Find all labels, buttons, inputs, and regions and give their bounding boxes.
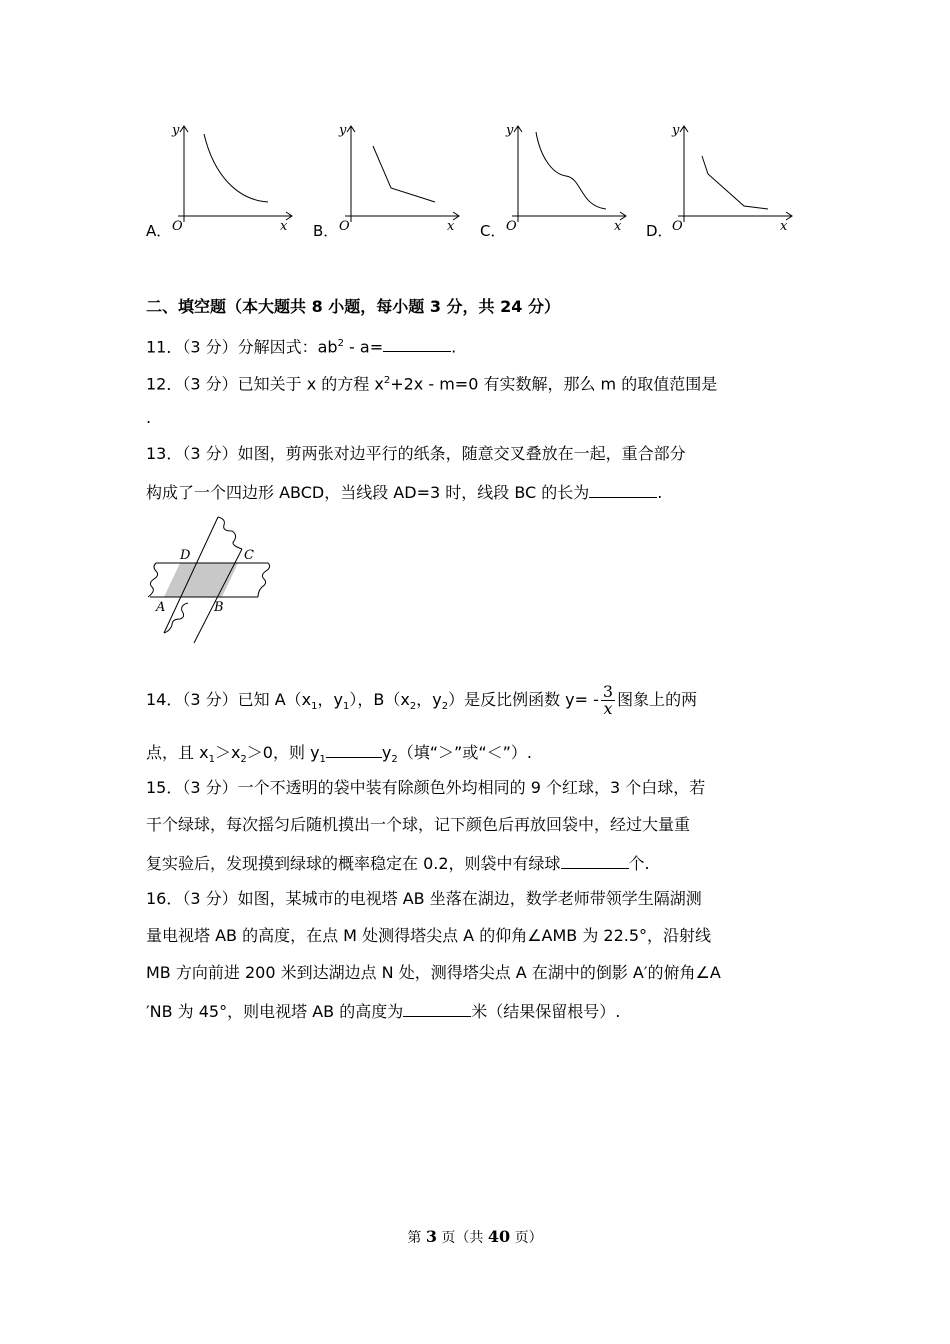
answer-blank-14[interactable] — [326, 741, 382, 758]
section-title: 二、填空题（本大题共 8 小题，每小题 3 分，共 24 分） — [146, 297, 560, 316]
question-13-line2: 构成了一个四边形 ABCD，当线段 AD=3 时，线段 BC 的长为 . — [146, 483, 663, 502]
page-number: 3 — [425, 1227, 437, 1246]
option-b-o: O — [339, 219, 350, 234]
question-11: 11．（3 分）分解因式：$ab^2 - a=$ . — [146, 337, 457, 357]
option-b-y: y — [339, 123, 347, 138]
option-c-y: y — [506, 123, 514, 138]
option-c-o: O — [506, 219, 517, 234]
option-d-y: y — [672, 123, 680, 138]
question-16-line4: ′NB 为 45°，则电视塔 AB 的高度为 米（结果保留根号）. — [146, 1002, 621, 1021]
option-a-x: x — [280, 219, 288, 234]
fig-label-c: C — [244, 548, 254, 563]
option-d-o: O — [672, 219, 683, 234]
option-b-graph — [335, 116, 465, 236]
total-pages: 40 — [487, 1227, 511, 1246]
question-13-line1: 13．（3 分）如图，剪两张对边平行的纸条，随意交叉叠放在一起，重合部分 — [146, 444, 686, 463]
answer-blank-11[interactable] — [383, 335, 451, 352]
question-12: 12．（3 分）已知关于 x 的方程 $x^2+2x - m=0$ 有实数解，那么 m 的取值范围是 — [146, 374, 718, 394]
question-15-line2: 干个绿球，每次摇匀后随机摸出一个球，记下颜色后再放回袋中，经过大量重 — [146, 815, 691, 834]
option-a-graph — [168, 116, 298, 236]
option-a-label: A． — [146, 222, 172, 240]
question-16-line2: 量电视塔 AB 的高度，在点 M 处测得塔尖点 A 的仰角∠AMB 为 22.5°，沿射线 — [146, 926, 712, 945]
page-footer: 第 3 页（共 40 页） — [407, 1227, 543, 1246]
question-14-line2: 点，且 $x_1>x_2>0$，则 $y_1$ $y_2$（填“＞”或“＜”）. — [146, 743, 533, 766]
question-15-line3: 复实验后，发现摸到绿球的概率稳定在 0.2，则袋中有绿球 个. — [146, 854, 650, 873]
fig-label-b: B — [214, 600, 224, 615]
option-a-y: y — [172, 123, 180, 138]
fig-label-d: D — [180, 548, 191, 563]
fig-label-a: A — [156, 600, 166, 615]
option-d — [646, 116, 806, 240]
question-16-line1: 16．（3 分）如图，某城市的电视塔 AB 坐落在湖边，数学老师带领学生隔湖测 — [146, 889, 702, 908]
option-d-label: D． — [646, 222, 673, 240]
answer-blank-15[interactable] — [561, 852, 629, 869]
option-b-label: B． — [313, 222, 339, 240]
question-12-end: . — [146, 408, 152, 427]
question-14-line1: 14．（3 分）已知 $A(x_1$，$y_1$），$B(x_2$，$y_2$）是反比例函数 y= - $\frac{3}{x}$ 图象上的两 — [146, 682, 698, 718]
answer-blank-16[interactable] — [403, 1000, 471, 1017]
option-b — [313, 116, 473, 240]
option-c — [480, 116, 640, 240]
question-16-line3: MB 方向前进 200 米到达湖边点 N 处，测得塔尖点 A 在湖中的倒影 A′的俯角∠A — [146, 963, 721, 982]
question-15-line1: 15．（3 分）一个不透明的袋中装有除颜色外均相同的 9 个红球，3 个白球，若 — [146, 778, 706, 797]
option-d-x: x — [780, 219, 788, 234]
option-b-x: x — [447, 219, 455, 234]
fraction-3-over-x: $\frac{3}{x}$ — [602, 682, 614, 718]
option-c-x: x — [614, 219, 622, 234]
option-a-o: O — [172, 219, 183, 234]
option-c-label: C． — [480, 222, 506, 240]
answer-blank-13[interactable] — [589, 481, 657, 498]
option-c-graph — [502, 116, 632, 236]
option-a — [146, 116, 306, 240]
paper-strips-figure — [146, 515, 276, 645]
option-d-graph — [668, 116, 798, 236]
